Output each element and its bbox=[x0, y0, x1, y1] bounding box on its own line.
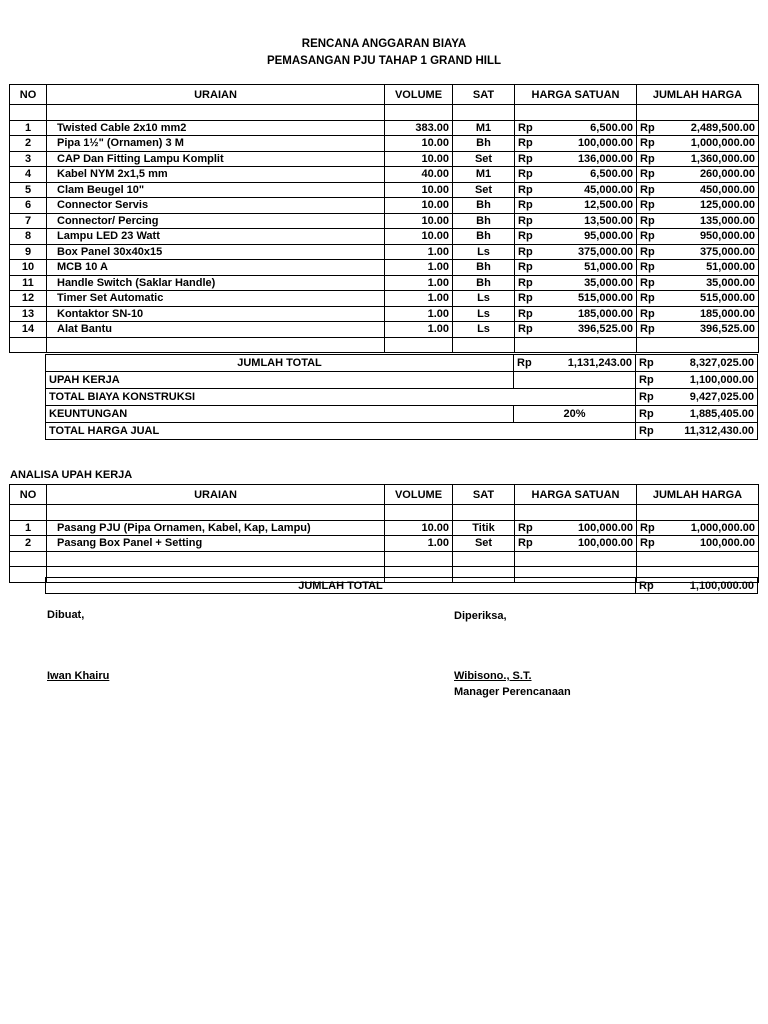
cell-jumlah-harga bbox=[637, 244, 759, 260]
currency-label: Rp bbox=[640, 245, 655, 258]
cell-harga-satuan bbox=[515, 167, 637, 183]
cell-volume: 40.00 bbox=[385, 167, 453, 183]
harga-value: 396,525.00 bbox=[577, 323, 633, 336]
cell-jumlah-harga bbox=[637, 322, 759, 338]
table-header bbox=[10, 85, 759, 105]
cell-uraian: Kontaktor SN-10 bbox=[47, 306, 385, 322]
currency-label: Rp bbox=[640, 137, 655, 150]
jumlah-value: 950,000.00 bbox=[699, 230, 755, 243]
cell-jumlah-harga bbox=[637, 120, 759, 136]
doc-title: RENCANA ANGGARAN BIAYA bbox=[301, 38, 467, 50]
header-jumlah-harga: JUMLAH HARGA bbox=[637, 85, 759, 105]
cell-sat: M1 bbox=[453, 167, 515, 183]
currency-label: Rp bbox=[639, 579, 654, 592]
cell-uraian: CAP Dan Fitting Lampu Komplit bbox=[47, 151, 385, 167]
keuntungan-label: KEUNTUNGAN bbox=[46, 406, 514, 423]
dibuat-label: Dibuat, bbox=[47, 609, 85, 621]
currency-label: Rp bbox=[518, 537, 533, 550]
cell-uraian: Alat Bantu bbox=[47, 322, 385, 338]
cell-sat: Bh bbox=[453, 198, 515, 214]
currency-label: Rp bbox=[640, 152, 655, 165]
keuntungan-percent: 20% bbox=[514, 406, 636, 423]
cell-no: 2 bbox=[10, 136, 47, 152]
currency-label: Rp bbox=[639, 374, 654, 386]
cell-harga-satuan bbox=[515, 244, 637, 260]
cell-volume: 10.00 bbox=[385, 520, 453, 536]
table-row bbox=[10, 291, 759, 307]
table-row bbox=[10, 151, 759, 167]
header-no: NO bbox=[10, 485, 47, 505]
currency-label: Rp bbox=[640, 121, 655, 134]
table-row bbox=[10, 167, 759, 183]
currency-label: Rp bbox=[518, 168, 533, 181]
cell-harga-satuan bbox=[515, 275, 637, 291]
currency-label: Rp bbox=[518, 214, 533, 227]
upah-kerja-label: UPAH KERJA bbox=[46, 372, 514, 389]
jumlah-value: 515,000.00 bbox=[699, 292, 755, 305]
table-row bbox=[10, 182, 759, 198]
cell-uraian: Clam Beugel 10" bbox=[47, 182, 385, 198]
table-row bbox=[10, 275, 759, 291]
cell-uraian: Pasang Box Panel + Setting bbox=[47, 536, 385, 552]
cell-volume: 1.00 bbox=[385, 322, 453, 338]
header-harga-satuan: HARGA SATUAN bbox=[515, 485, 637, 505]
cell-volume: 10.00 bbox=[385, 198, 453, 214]
jumlah-total-label: JUMLAH TOTAL bbox=[46, 355, 514, 372]
analisa-header bbox=[10, 485, 759, 505]
jumlah-total-harga: 1,131,243.00 bbox=[567, 357, 632, 369]
cell-no: 7 bbox=[10, 213, 47, 229]
cell-sat: Ls bbox=[453, 306, 515, 322]
cell-uraian: Pasang PJU (Pipa Ornamen, Kabel, Kap, Lampu) bbox=[47, 520, 385, 536]
currency-label: Rp bbox=[518, 152, 533, 165]
cell-harga-satuan bbox=[515, 151, 637, 167]
cell-jumlah-harga bbox=[637, 229, 759, 245]
analisa-total-row bbox=[46, 578, 758, 594]
cell-no: 4 bbox=[10, 167, 47, 183]
table-row bbox=[10, 536, 759, 552]
cell-harga-satuan bbox=[515, 306, 637, 322]
jumlah-value: 1,360,000.00 bbox=[690, 152, 755, 165]
harga-value: 35,000.00 bbox=[584, 276, 633, 289]
currency-label: Rp bbox=[518, 323, 533, 336]
jumlah-value: 125,000.00 bbox=[699, 199, 755, 212]
cell-volume: 1.00 bbox=[385, 306, 453, 322]
harga-value: 100,000.00 bbox=[577, 137, 633, 150]
cell-uraian: MCB 10 A bbox=[47, 260, 385, 276]
table-row bbox=[10, 322, 759, 338]
currency-label: Rp bbox=[518, 199, 533, 212]
harga-value: 13,500.00 bbox=[584, 214, 633, 227]
cell-volume: 1.00 bbox=[385, 291, 453, 307]
cell-volume: 1.00 bbox=[385, 260, 453, 276]
cell-harga-satuan bbox=[515, 260, 637, 276]
currency-label: Rp bbox=[518, 261, 533, 274]
cell-uraian: Handle Switch (Saklar Handle) bbox=[47, 275, 385, 291]
header-no: NO bbox=[10, 85, 47, 105]
header-volume: VOLUME bbox=[385, 85, 453, 105]
cell-sat: Ls bbox=[453, 244, 515, 260]
cell-sat: Bh bbox=[453, 213, 515, 229]
cell-sat: Ls bbox=[453, 291, 515, 307]
total-biaya-konstruksi-label: TOTAL BIAYA KONSTRUKSI bbox=[46, 389, 636, 406]
cell-sat: Bh bbox=[453, 229, 515, 245]
table-row bbox=[10, 120, 759, 136]
cell-jumlah-harga bbox=[637, 536, 759, 552]
currency-label: Rp bbox=[518, 121, 533, 134]
cell-sat: Bh bbox=[453, 260, 515, 276]
cell-jumlah-harga bbox=[637, 151, 759, 167]
spacer-row bbox=[10, 505, 759, 521]
currency-label: Rp bbox=[639, 391, 654, 403]
cell-harga-satuan bbox=[515, 120, 637, 136]
total-biaya-konstruksi-row bbox=[46, 389, 758, 406]
cell-volume: 10.00 bbox=[385, 151, 453, 167]
cell-harga-satuan bbox=[515, 182, 637, 198]
currency-label: Rp bbox=[640, 261, 655, 274]
cell-sat: Bh bbox=[453, 136, 515, 152]
jumlah-value: 396,525.00 bbox=[699, 323, 755, 336]
cell-volume: 1.00 bbox=[385, 536, 453, 552]
cell-volume: 1.00 bbox=[385, 244, 453, 260]
jumlah-value: 35,000.00 bbox=[706, 276, 755, 289]
cell-jumlah-harga bbox=[637, 291, 759, 307]
total-harga-jual-label: TOTAL HARGA JUAL bbox=[46, 423, 636, 440]
jumlah-value: 100,000.00 bbox=[699, 537, 755, 550]
header-jumlah-harga: JUMLAH HARGA bbox=[637, 485, 759, 505]
currency-label: Rp bbox=[518, 292, 533, 305]
cell-jumlah-harga bbox=[637, 198, 759, 214]
spacer-row bbox=[10, 337, 759, 353]
harga-value: 100,000.00 bbox=[577, 521, 633, 534]
analisa-total-label: JUMLAH TOTAL bbox=[46, 578, 636, 594]
total-harga-jual-row bbox=[46, 423, 758, 440]
table-row bbox=[10, 306, 759, 322]
currency-label: Rp bbox=[518, 230, 533, 243]
cell-no: 14 bbox=[10, 322, 47, 338]
cell-sat: Set bbox=[453, 536, 515, 552]
currency-label: Rp bbox=[640, 168, 655, 181]
cell-jumlah-harga bbox=[637, 182, 759, 198]
currency-label: Rp bbox=[640, 307, 655, 320]
cell-harga-satuan bbox=[515, 322, 637, 338]
cell-no: 13 bbox=[10, 306, 47, 322]
cell-jumlah-harga bbox=[637, 306, 759, 322]
diperiksa-title: Manager Perencanaan bbox=[454, 686, 571, 698]
currency-label: Rp bbox=[639, 425, 654, 437]
harga-value: 375,000.00 bbox=[577, 245, 633, 258]
currency-label: Rp bbox=[517, 357, 532, 369]
harga-value: 95,000.00 bbox=[584, 230, 633, 243]
currency-label: Rp bbox=[518, 307, 533, 320]
cell-sat: Set bbox=[453, 182, 515, 198]
spacer-row bbox=[10, 105, 759, 121]
harga-value: 515,000.00 bbox=[577, 292, 633, 305]
harga-value: 136,000.00 bbox=[577, 152, 633, 165]
doc-subtitle: PEMASANGAN PJU TAHAP 1 GRAND HILL bbox=[266, 55, 502, 67]
cell-harga-satuan bbox=[515, 536, 637, 552]
currency-label: Rp bbox=[640, 230, 655, 243]
upah-kerja-row bbox=[46, 372, 758, 389]
currency-label: Rp bbox=[518, 183, 533, 196]
currency-label: Rp bbox=[640, 183, 655, 196]
jumlah-value: 2,489,500.00 bbox=[690, 121, 755, 134]
cell-jumlah-harga bbox=[637, 213, 759, 229]
cell-volume: 10.00 bbox=[385, 229, 453, 245]
cell-volume: 10.00 bbox=[385, 182, 453, 198]
cell-sat: Ls bbox=[453, 322, 515, 338]
cell-harga-satuan bbox=[515, 213, 637, 229]
jumlah-value: 185,000.00 bbox=[699, 307, 755, 320]
currency-label: Rp bbox=[640, 521, 655, 534]
currency-label: Rp bbox=[640, 323, 655, 336]
jumlah-value: 260,000.00 bbox=[699, 168, 755, 181]
cell-jumlah-harga bbox=[637, 260, 759, 276]
jumlah-value: 1,000,000.00 bbox=[690, 137, 755, 150]
cell-sat: Set bbox=[453, 151, 515, 167]
diperiksa-label: Diperiksa, bbox=[454, 610, 507, 622]
table-row bbox=[10, 244, 759, 260]
table-row bbox=[10, 520, 759, 536]
cell-uraian: Kabel NYM 2x1,5 mm bbox=[47, 167, 385, 183]
total-biaya-konstruksi-value: 9,427,025.00 bbox=[689, 391, 754, 403]
jumlah-value: 1,000,000.00 bbox=[690, 521, 755, 534]
currency-label: Rp bbox=[518, 521, 533, 534]
diperiksa-name: Wibisono., S.T. bbox=[454, 670, 532, 682]
harga-value: 51,000.00 bbox=[584, 261, 633, 274]
currency-label: Rp bbox=[639, 357, 654, 369]
dibuat-name: Iwan Khairu bbox=[47, 670, 110, 682]
cell-harga-satuan bbox=[515, 229, 637, 245]
keuntungan-row bbox=[46, 406, 758, 423]
cell-uraian: Lampu LED 23 Watt bbox=[47, 229, 385, 245]
cell-no: 6 bbox=[10, 198, 47, 214]
cell-uraian: Pipa 1½" (Ornamen) 3 M bbox=[47, 136, 385, 152]
jumlah-value: 375,000.00 bbox=[699, 245, 755, 258]
header-sat: SAT bbox=[453, 85, 515, 105]
cell-uraian: Box Panel 30x40x15 bbox=[47, 244, 385, 260]
cell-jumlah-harga bbox=[637, 520, 759, 536]
cell-no: 1 bbox=[10, 520, 47, 536]
cell-no: 11 bbox=[10, 275, 47, 291]
harga-value: 100,000.00 bbox=[577, 537, 633, 550]
cell-sat: Bh bbox=[453, 275, 515, 291]
table-row bbox=[10, 260, 759, 276]
currency-label: Rp bbox=[518, 137, 533, 150]
cell-jumlah-harga bbox=[637, 167, 759, 183]
jumlah-total-jumlah: 8,327,025.00 bbox=[689, 357, 754, 369]
harga-value: 185,000.00 bbox=[577, 307, 633, 320]
cell-uraian: Twisted Cable 2x10 mm2 bbox=[47, 120, 385, 136]
header-uraian: URAIAN bbox=[47, 85, 385, 105]
jumlah-value: 51,000.00 bbox=[706, 261, 755, 274]
cell-harga-satuan bbox=[515, 291, 637, 307]
harga-value: 6,500.00 bbox=[590, 168, 633, 181]
cell-no: 1 bbox=[10, 120, 47, 136]
currency-label: Rp bbox=[518, 245, 533, 258]
currency-label: Rp bbox=[640, 292, 655, 305]
cell-uraian: Connector/ Percing bbox=[47, 213, 385, 229]
table-row bbox=[10, 229, 759, 245]
currency-label: Rp bbox=[640, 537, 655, 550]
jumlah-value: 450,000.00 bbox=[699, 183, 755, 196]
cell-jumlah-harga bbox=[637, 275, 759, 291]
header-volume: VOLUME bbox=[385, 485, 453, 505]
header-harga-satuan: HARGA SATUAN bbox=[515, 85, 637, 105]
spacer-row bbox=[10, 551, 759, 567]
header-uraian: URAIAN bbox=[47, 485, 385, 505]
cell-harga-satuan bbox=[515, 136, 637, 152]
cell-no: 9 bbox=[10, 244, 47, 260]
upah-kerja-value: 1,100,000.00 bbox=[689, 374, 754, 386]
cell-harga-satuan bbox=[515, 198, 637, 214]
cell-sat: M1 bbox=[453, 120, 515, 136]
harga-value: 6,500.00 bbox=[590, 121, 633, 134]
cell-sat: Titik bbox=[453, 520, 515, 536]
cell-no: 3 bbox=[10, 151, 47, 167]
table-row bbox=[10, 213, 759, 229]
total-harga-jual-value: 11,312,430.00 bbox=[684, 425, 754, 437]
cell-volume: 1.00 bbox=[385, 275, 453, 291]
cell-no: 10 bbox=[10, 260, 47, 276]
currency-label: Rp bbox=[640, 214, 655, 227]
cell-uraian: Connector Servis bbox=[47, 198, 385, 214]
cell-uraian: Timer Set Automatic bbox=[47, 291, 385, 307]
analisa-table bbox=[9, 484, 759, 583]
analisa-total-table bbox=[45, 577, 758, 594]
summary-table bbox=[45, 354, 758, 440]
keuntungan-value: 1,885,405.00 bbox=[689, 408, 754, 420]
cell-no: 12 bbox=[10, 291, 47, 307]
jumlah-total-row bbox=[46, 355, 758, 372]
currency-label: Rp bbox=[640, 199, 655, 212]
cell-jumlah-harga bbox=[637, 136, 759, 152]
cell-volume: 10.00 bbox=[385, 136, 453, 152]
analisa-total-value: 1,100,000.00 bbox=[689, 579, 754, 592]
cell-harga-satuan bbox=[515, 520, 637, 536]
harga-value: 12,500.00 bbox=[584, 199, 633, 212]
currency-label: Rp bbox=[639, 408, 654, 420]
header-sat: SAT bbox=[453, 485, 515, 505]
table-row bbox=[10, 198, 759, 214]
cell-volume: 10.00 bbox=[385, 213, 453, 229]
currency-label: Rp bbox=[640, 276, 655, 289]
cell-no: 5 bbox=[10, 182, 47, 198]
analisa-title: ANALISA UPAH KERJA bbox=[10, 469, 133, 481]
currency-label: Rp bbox=[518, 276, 533, 289]
harga-value: 45,000.00 bbox=[584, 183, 633, 196]
cell-no: 2 bbox=[10, 536, 47, 552]
table-row bbox=[10, 136, 759, 152]
cell-volume: 383.00 bbox=[385, 120, 453, 136]
jumlah-value: 135,000.00 bbox=[699, 214, 755, 227]
cell-no: 8 bbox=[10, 229, 47, 245]
rab-table bbox=[9, 84, 759, 353]
